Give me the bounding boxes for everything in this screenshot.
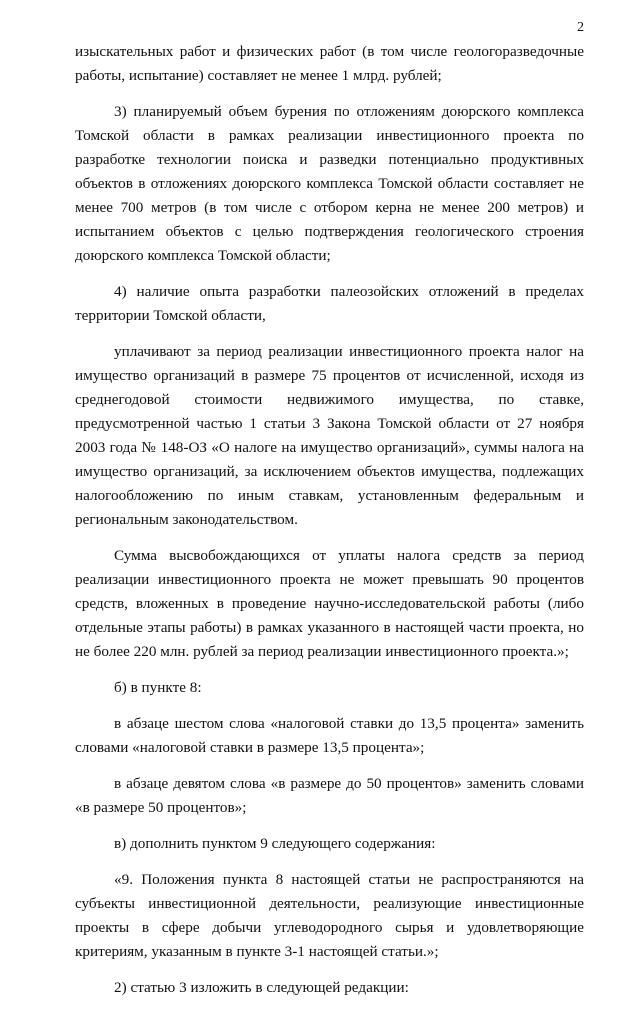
paragraph-article-3: 2) статью 3 изложить в следующей редакции: bbox=[114, 979, 409, 996]
paragraph-continuation: изыскательных работ и физических работ (в том числе геологоразведочные работы, испытание) составляет не менее 1 млрд. рублей; bbox=[75, 43, 584, 84]
page-number: 2 bbox=[577, 20, 584, 35]
paragraph-released-funds: Сумма высвобождающихся от уплаты налога средств за период реализации инвестиционного проекта не может превышать 90 процентов средств, вложенных в проведение научно-исследовательской работы (либо отдельные этапы работы) в рамках указанного в настоящей части проекта, но не более 220 млн. рублей за период реализации инвестиционного проекта.»; bbox=[75, 547, 584, 660]
paragraph-abzac-6: в абзаце шестом слова «налоговой ставки до 13,5 процента» заменить словами «налоговой ставки в размере 13,5 процента»; bbox=[75, 715, 584, 756]
paragraph-tax-payment: уплачивают за период реализации инвестиционного проекта налог на имущество организаций в размере 75 процентов от исчисленной, исходя из среднегодовой стоимости недвижимого имущества, по ставке, предусмотренной частью 1 статьи 3 Закона Томской области от 27 ноября 2003 года № 148-ОЗ «О налоге на имущество организаций», суммы налога на имущество организаций, за исключением объектов имущества, подлежащих налогообложению по иным ставкам, установленным федеральным и региональным законодательством. bbox=[75, 343, 584, 528]
document-body bbox=[75, 40, 584, 1012]
paragraph-point-9: «9. Положения пункта 8 настоящей статьи не распространяются на субъекты инвестиционной деятельности, реализующие инвестиционные проекты в сфере добычи углеводородного сырья и удовлетворяющие критериям, указанным в пункте 3-1 настоящей статьи.»; bbox=[75, 871, 584, 960]
paragraph-item-b: б) в пункте 8: bbox=[114, 679, 202, 696]
paragraph-item-v: в) дополнить пунктом 9 следующего содержания: bbox=[114, 835, 436, 852]
paragraph-abzac-9: в абзаце девятом слова «в размере до 50 процентов» заменить словами «в размере 50 процентов»; bbox=[75, 775, 584, 816]
paragraph-criterion-4: 4) наличие опыта разработки палеозойских отложений в пределах территории Томской области, bbox=[75, 283, 584, 324]
paragraph-criterion-3: 3) планируемый объем бурения по отложениям доюрского комплекса Томской области в рамках реализации инвестиционного проекта по разработке технологии поиска и разведки потенциально продуктивных объектов в отложениях доюрского комплекса Томской области составляет не менее 700 метров (в том числе с отбором керна не менее 200 метров) и испытанием объектов с целью подтверждения геологического строения доюрского комплекса Томской области; bbox=[75, 103, 584, 264]
